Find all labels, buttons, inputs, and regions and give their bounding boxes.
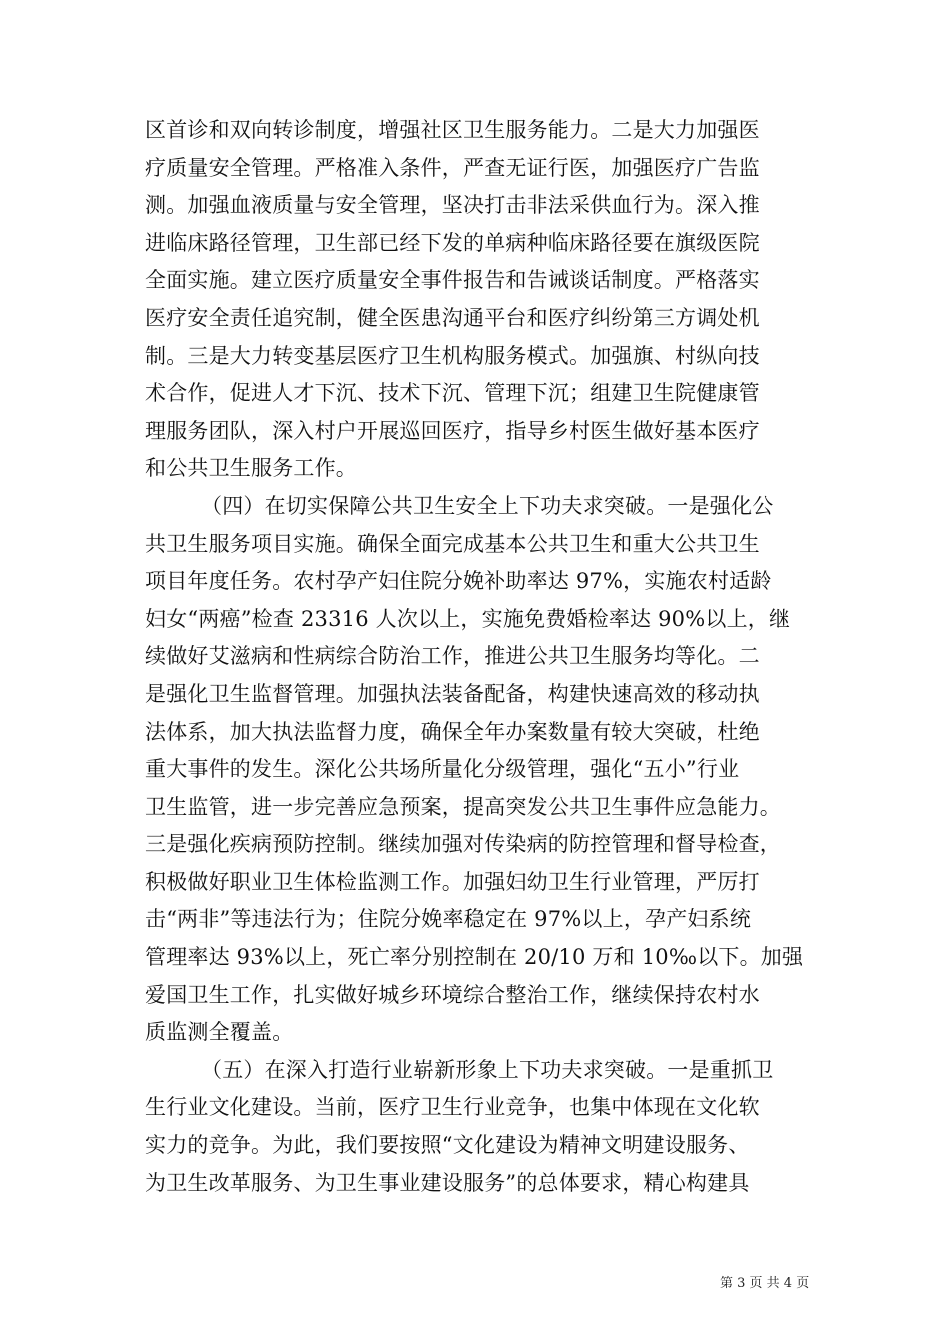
text-line: 法体系，加大执法监督力度，确保全年办案数量有较大突破，杜绝 (145, 719, 760, 744)
paragraph-1 (145, 112, 817, 488)
text-line: 击“两非”等违法行为；住院分娩率稳定在 97%以上，孕产妇系统 (145, 907, 752, 932)
text-line: 三是强化疾病预防控制。继续加强对传染病的防控管理和督导检查， (145, 832, 781, 857)
text-line: 理服务团队，深入村户开展巡回医疗，指导乡村医生做好基本医疗 (145, 418, 760, 443)
text-line-first: （五）在深入打造行业崭新形象上下功夫求突破。一是重抓卫 (201, 1057, 774, 1082)
text-line: 积极做好职业卫生体检监测工作。加强妇幼卫生行业管理，严厉打 (145, 869, 760, 894)
text-line: 生行业文化建设。当前，医疗卫生行业竞争，也集中体现在文化软 (145, 1095, 760, 1120)
text-line: 妇女“两癌”检查 23316 人次以上，实施免费婚检率达 90%以上，继 (145, 606, 791, 631)
text-line-first: （四）在切实保障公共卫生安全上下功夫求突破。一是强化公 (201, 493, 774, 518)
paragraph-2 (145, 488, 817, 1052)
text-line: 重大事件的发生。深化公共场所量化分级管理，强化“五小”行业 (145, 757, 740, 782)
page-number-footer: 第 3 页 共 4 页 (720, 1276, 810, 1291)
text-line: 区首诊和双向转诊制度，增强社区卫生服务能力。二是大力加强医 (145, 118, 760, 142)
text-line: 全面实施。建立医疗质量安全事件报告和告诫谈话制度。严格落实 (145, 268, 760, 293)
text-line: 医疗安全责任追究制，健全医患沟通平台和医疗纠纷第三方调处机 (145, 305, 760, 330)
text-line: 管理率达 93%以上，死亡率分别控制在 20/10 万和 10‰以下。加强 (145, 945, 804, 970)
text-line: 实力的竞争。为此，我们要按照“文化建设为精神文明建设服务、 (145, 1133, 750, 1158)
text-line: 疗质量安全管理。严格准入条件，严查无证行医，加强医疗广告监 (145, 155, 760, 180)
text-line: 制。三是大力转变基层医疗卫生机构服务模式。加强旗、村纵向技 (145, 343, 760, 368)
text-line: 测。加强血液质量与安全管理，坚决打击非法采供血行为。深入推 (145, 193, 760, 218)
body-text (145, 112, 817, 1202)
text-line: 续做好艾滋病和性病综合防治工作，推进公共卫生服务均等化。二 (145, 644, 760, 669)
text-line: 为卫生改革服务、为卫生事业建设服务”的总体要求，精心构建具 (145, 1170, 750, 1195)
text-line: 是强化卫生监督管理。加强执法装备配备，构建快速高效的移动执 (145, 681, 760, 706)
text-line: 卫生监管，进一步完善应急预案，提高突发公共卫生事件应急能力。 (145, 794, 781, 819)
text-line: 质监测全覆盖。 (145, 1020, 294, 1045)
text-line: 项目年度任务。农村孕产妇住院分娩补助率达 97%，实施农村适龄 (145, 569, 772, 594)
text-line: 进临床路径管理，卫生部已经下发的单病种临床路径要在旗级医院 (145, 230, 760, 255)
text-line: 共卫生服务项目实施。确保全面完成基本公共卫生和重大公共卫生 (145, 531, 760, 556)
text-line: 和公共卫生服务工作。 (145, 456, 357, 481)
text-line: 爱国卫生工作，扎实做好城乡环境综合整治工作，继续保持农村水 (145, 982, 760, 1007)
paragraph-3 (145, 1052, 817, 1202)
text-line: 术合作，促进人才下沉、技术下沉、管理下沉；组建卫生院健康管 (145, 381, 760, 406)
